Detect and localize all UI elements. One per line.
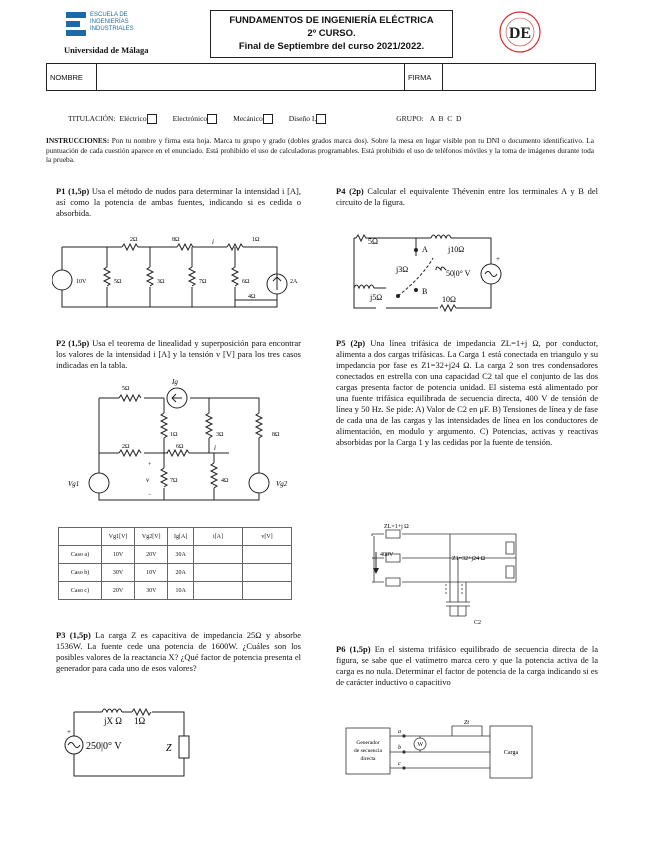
table-row: Caso b) 30V 10V 20A	[59, 564, 292, 582]
degree-label: TITULACIÓN:	[68, 114, 116, 123]
circuit-3-diagram	[62, 702, 202, 784]
c2-label-2ohm: 2Ω	[122, 444, 130, 450]
instructions-text: Pon tu nombre y firma esta hoja. Marca tu grupo y grado (dobles grados marca dos). Sobre la mesa en lugar visible pon tu DNI o documento identificativo. La puntuación de cada cuestión aparece en el enunciado. Está prohibido el uso de calculadoras programables. Está prohibido el uso de teléfonos móviles y la toma de imágenes durante toda la prueba.	[46, 136, 594, 164]
c5-label-zl: ZL=1+j Ω	[384, 524, 409, 530]
degree-selector	[68, 114, 461, 124]
table-row: Caso c) 20V 30V 10A	[59, 582, 292, 600]
logo-text: ESCUELA DE INGENIERÍAS INDUSTRIALES	[90, 12, 134, 32]
sign-field[interactable]	[443, 64, 595, 90]
instructions-heading: INSTRUCCIONES:	[46, 136, 110, 145]
c1-label-4ohm: 4Ω	[248, 294, 256, 300]
checkbox-electronico[interactable]	[207, 114, 217, 124]
p6-heading: P6 (1,5p)	[336, 644, 371, 654]
c4-label-j3: j3Ω	[396, 265, 409, 274]
name-label: NOMBRE	[47, 64, 97, 90]
c2-label-plus: +	[148, 462, 152, 468]
degree-option-diseno: Diseño I.	[288, 114, 317, 123]
c2-label-4ohm: 4Ω	[221, 478, 229, 484]
c4-label-10ohm: 10Ω	[442, 295, 456, 304]
table-row: Caso a) 10V 20V 30A	[59, 546, 292, 564]
school-logo	[62, 8, 172, 56]
c6-label-carga: Carga	[503, 750, 519, 756]
c3-label-source: 250|0° V	[86, 741, 122, 752]
circuit-6-diagram	[342, 718, 542, 788]
sign-label: FIRMA	[405, 64, 443, 90]
c6-label-c: c	[398, 761, 401, 767]
c4-label-j5: j5Ω	[370, 293, 383, 302]
group-label: GRUPO:	[396, 114, 424, 123]
problem-5	[336, 338, 598, 448]
p4-heading: P4 (2p)	[336, 186, 364, 196]
p5-heading: P5 (2p)	[336, 338, 366, 348]
c3-label-1ohm: 1Ω	[134, 716, 146, 726]
p1-text: Usa el método de nudos para determinar la intensidad i [A], así como la potencia de ambas fuentes, indicando si es cedida o absorbida.	[56, 186, 301, 218]
c6-label-a: a	[398, 729, 401, 735]
p2-text: Usa el teorema de linealidad y superposición para encontrar los valores de la intensidad i [A] y la tensión v [V] para los tres casos indicadas en la tabla.	[56, 338, 301, 370]
c1-label-5ohm: 5Ω	[114, 279, 122, 285]
c2-label-1ohm: 1Ω	[170, 432, 178, 438]
terminal-a-dot	[414, 248, 418, 252]
table-header-row: Vg1[V] Vg2[V] Ig[A] i[A] v[V]	[59, 528, 292, 546]
problem-1	[56, 186, 301, 219]
c2-label-7ohm: 7Ω	[170, 478, 178, 484]
group-options[interactable]: A B C D	[429, 114, 462, 123]
circuit-2-diagram	[64, 378, 300, 506]
c4-label-plus: +	[496, 255, 500, 263]
c5-label-c2: C2	[474, 620, 482, 626]
c6-label-gen-2: de secuencia	[354, 748, 382, 754]
checkbox-electrico[interactable]	[147, 114, 157, 124]
p6-text: En el sistema trifásico equilibrado de secuencia directa de la figura, se sabe que el vatímetro marca cero y que la potencia activa de la carga es no nula. Determinar el factor de potencia de la carga indicando si es de carácter inductivo o capacitivo	[336, 644, 599, 687]
checkbox-diseno[interactable]	[316, 114, 326, 124]
p4-text: Calcular el equivalente Thévenin entre los terminales A y B del circuito de la figura.	[336, 186, 598, 207]
c2-label-v: v	[146, 476, 150, 484]
circuit-4-diagram	[346, 226, 516, 312]
c1-label-2a: 2A	[290, 279, 298, 285]
c2-label-3ohm: 3Ω	[216, 432, 224, 438]
problem-6	[336, 644, 598, 688]
degree-option-electronico: Electrónico	[172, 114, 208, 123]
circuit-5-diagram	[366, 522, 530, 630]
c2-label-vg1: Vg1	[68, 480, 80, 488]
c3-label-z: Z	[166, 743, 172, 754]
c2-label-vg2: Vg2	[276, 480, 288, 488]
c1-label-3ohm: 3Ω	[157, 279, 165, 285]
checkbox-mecanico[interactable]	[263, 114, 273, 124]
c4-label-a: A	[422, 245, 428, 254]
exam-title: FUNDAMENTOS DE INGENIERÍA ELÉCTRICA 2º CURSO. Final de Septiembre del curso 2021/2022.	[210, 10, 453, 58]
university-name: Universidad de Málaga	[64, 45, 149, 55]
c2-label-5ohm: 5Ω	[122, 386, 130, 392]
c5-label-400v: 400V	[380, 552, 394, 558]
instructions	[46, 136, 594, 165]
c1-label-i: i	[212, 238, 214, 246]
seal-letters: DE	[508, 25, 532, 42]
logo-e-icon	[66, 12, 88, 38]
degree-option-mecanico: Mecánico	[233, 114, 263, 123]
c2-label-i: i	[214, 444, 216, 452]
c2-label-minus: −	[148, 492, 152, 498]
c1-label-1ohm: 1Ω	[252, 237, 260, 243]
p3-heading: P3 (1,5p)	[56, 630, 91, 640]
department-seal-icon	[498, 10, 542, 54]
c6-label-gen-3: directa	[360, 756, 376, 762]
c2-label-8ohm: 8Ω	[272, 432, 280, 438]
c2-label-6ohm: 6Ω	[176, 444, 184, 450]
problem-3	[56, 630, 301, 674]
c4-label-source: 50|0° V	[446, 269, 471, 278]
name-sign-table	[46, 63, 596, 91]
name-field[interactable]	[97, 64, 405, 90]
c1-label-8ohm: 8Ω	[172, 237, 180, 243]
p2-heading: P2 (1,5p)	[56, 338, 90, 348]
degree-option-electrico: Eléctrico	[119, 114, 147, 123]
c4-label-b: B	[422, 287, 428, 296]
p1-heading: P1 (1,5p)	[56, 186, 90, 196]
problem-2	[56, 338, 301, 371]
c4-label-j10: j10Ω	[448, 245, 465, 254]
c6-label-zt: Zt	[464, 720, 470, 726]
problem-4	[336, 186, 598, 208]
p5-text: Una línea trifásica de impedancia ZL=1+j Ω, por conductor, alimenta a dos cargas trifásicas. La Carga 1 está conectada en triangulo y su impedancia por fase es Z1=32+j24 Ω. La carga 2 son tres condensadores conectados en estrella con una capacidad C2 tal que el conjunto de las dos cargas presenta factor de potencia unidad. El sistema está alimentado por una fuente trifásica equilibrada de secuencia directa, 400 V de tensión de línea y 50 Hz. Se pide: A) Valor de C2 en μF. B) Tensiones de línea y de fase de cada una de las cargas y las intensidades de línea en los conductores de alimentación, en modulo y argumento. C) Potencias, activas y reactivas absorbidas por la Carga 1 y las cedidas por la fuente de tensión.	[336, 338, 598, 447]
cases-table	[58, 527, 292, 600]
c1-label-10v: 10V	[76, 279, 87, 285]
terminal-b-dot	[414, 288, 418, 292]
c6-label-b: b	[398, 745, 401, 751]
c6-label-gen-1: Generador	[356, 740, 380, 746]
c1-label-2ohm: 2Ω	[130, 237, 138, 243]
c6-label-wattmeter: W	[417, 742, 424, 748]
c5-label-z1: Z1=32+j24 Ω	[452, 556, 486, 562]
c2-label-ig: Ig	[172, 378, 178, 386]
c3-label-plus: +	[67, 728, 71, 736]
p3-text: La carga Z es capacitiva de impedancia 25Ω y absorbe 1536W. La fuente cede una potencia de 1600W. ¿Cuáles son los posibles valores de la reactancia X? ¿Qué factor de potencia presenta el generador para cada uno de esos valores?	[56, 630, 301, 673]
c4-label-5ohm: 5Ω	[368, 237, 378, 246]
circuit-1-diagram	[52, 232, 302, 314]
c1-label-7ohm: 7Ω	[199, 279, 207, 285]
c1-label-6ohm: 6Ω	[242, 279, 250, 285]
c3-label-jx: jX Ω	[104, 716, 122, 726]
